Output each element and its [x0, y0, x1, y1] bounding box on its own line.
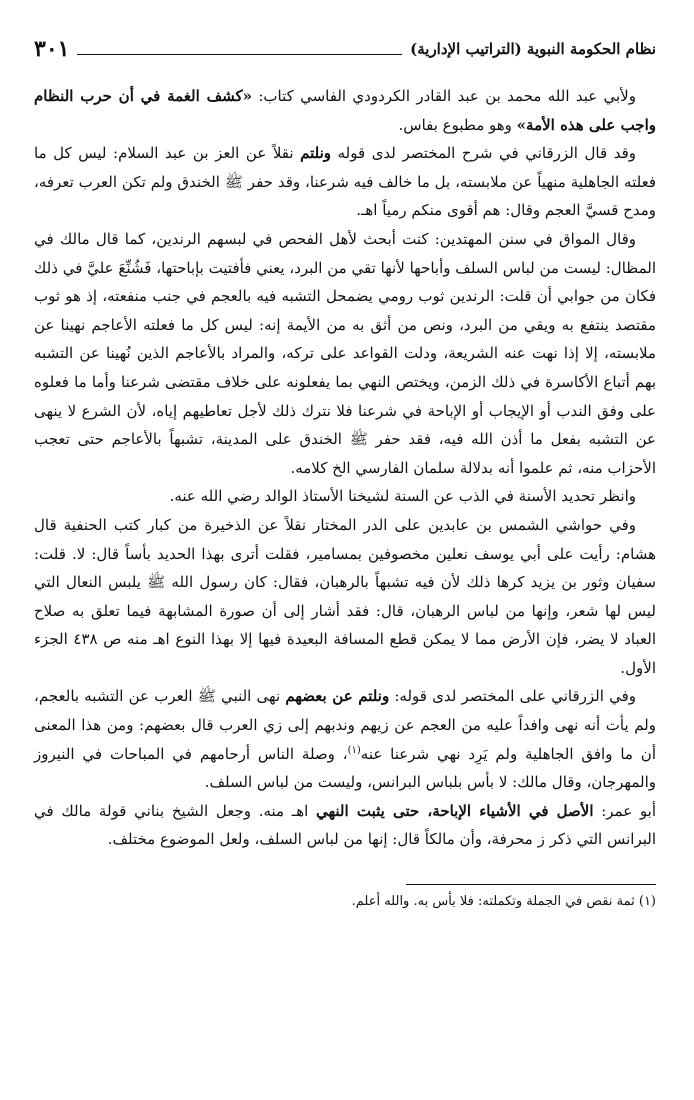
text-run: وقال المواق في سنن المهتدين: كنت أبحث لأهل الفحص في لبسهم الرندين، كما قال مالك في المظال: ليست من لباس السلف وأباحها لأنها تقي من البرد، يعني فأفتيت بإباحتها، فَشُنِّعَ عليَّ في ذلك فكان من جوابي أن قلت: الرندين ثوب رومي يضمحل التشبه فيه بالعجم في جنب منفعته، إذ هو ثوب مقتصد ينتفع به ويقي من البرد، ونص من أثق به من الأيمة إنه: ليس كل ما فعلته الأعاجم نهينا عن ملابسته، إلا إذا نهت عنه الشريعة، ودلت القواعد على تركه، والمراد بالأعاجم الذين نُهينا عن التشبه بهم أتباع الأكاسرة في ذلك الزمن، ويختص النهي بما يفعلونه على خلاف مقتضى شرعنا وأما ما فعلوه على وفق الندب أو الإيجاب أو الإباحة في شرعنا فلا نترك ذلك لأجل تعاطيهم إياه، لأن الشرع لا ينهى عن التشبه بفعل ما أذن الله فيه، فقد حفر ﷺ الخندق على المدينة، تشبهاً بالأعاجم حتى تعجب الأحزاب منه، ثم علموا أنه بدلالة سلمان الفارسي الخ كلامه.	[34, 229, 656, 477]
text-run: نهى النبي ﷺ العرب عن التشبه بالعجم، ولم يأت أنه نهى وافداً عليه من العجم عن زيهم وندبهم إلى زي العرب قال بعضهم: ومن هذا المعنى أن ما وافق الجاهلية ولم يَرِد نهي شرعنا عنه	[34, 687, 656, 763]
body-text	[34, 82, 656, 854]
bold-text-run: ونلتم عن بعضهم	[285, 687, 390, 706]
footnote-divider	[406, 884, 656, 885]
bold-text-run: الأصل في الأشياء الإباحة، حتى يثبت النهي	[315, 801, 594, 820]
text-run: وفي الزرقاني على المختصر لدى قوله:	[389, 687, 636, 706]
paragraph	[34, 82, 656, 139]
bold-text-run: ونلتم	[300, 144, 332, 163]
running-title: نظام الحكومة النبوية (التراتيب الإدارية)	[410, 40, 656, 58]
footnote: (١) ثمة نقص في الجملة وتكملته: فلا بأس به. والله أعلم.	[351, 894, 656, 910]
page-header	[34, 34, 656, 64]
paragraph	[34, 682, 656, 796]
header-rule	[77, 54, 402, 55]
text-run: وهو مطبوع بفاس.	[398, 115, 517, 134]
paragraph	[34, 225, 656, 482]
text-run: اهـ منه. وجعل الشيخ بناني قولة مالك في البرانس التي ذكر ز محرفة، وأن مالكاً قال: إنها من لباس السلف، ولعل الموضوع مختلف.	[34, 801, 656, 849]
text-run: وانظر تحديد الأسنة في الذب عن السنة لشيخنا الأستاذ الوالد رضي الله عنه.	[169, 487, 636, 506]
text-run: وفي حواشي الشمس بن عابدين على الدر المختار نقلاً عن الذخيرة من كبار كتب الحنفية قال هشام: رأيت على أبي يوسف نعلين مخصوفين بمسامير، فقلت أترى بهذا الحديد بأساً قال: لا. قلت: سفيان وثور بن يزيد كرها ذلك لأن فيه تشبهاً بالرهبان، فقال: كان رسول الله ﷺ يلبس النعال التي ليس لها شعر، وإنها من لباس الرهبان، قال: فقد أشار إلى أن صورة المشابهة فيما تعلق به صلاح العباد لا يضر، فإن الأرض مما لا يمكن قطع المسافة البعيدة فيها إلا بهذا النوع اهـ منه ص ٤٣٨ الجزء الأول.	[34, 515, 657, 677]
footnote-marker: (١)	[347, 744, 361, 756]
text-run: ، وصلة الناس أرحامهم في المباحات في النيروز والمهرجان، وقال مالك: لا بأس بلباس البرانس، وليست من لباس السلف.	[34, 744, 656, 792]
paragraph	[34, 482, 656, 511]
bold-text-run: «كشف الغمة في أن حرب النظام واجب على هذه الأمة»	[34, 87, 656, 134]
text-run: أبو عمر:	[593, 801, 656, 820]
paragraph	[34, 511, 656, 683]
text-run: ولأبي عبد الله محمد بن عبد القادر الكردودي الفاسي كتاب:	[252, 87, 636, 105]
text-run: وقد قال الزرقاني في شرح المختصر لدى قوله	[331, 144, 636, 163]
paragraph	[34, 139, 656, 225]
paragraph	[34, 797, 656, 854]
page-number: ٣٠١	[34, 36, 70, 62]
text-run: نقلاً عن العز بن عبد السلام: ليس كل ما فعلته الجاهلية منهياً عن ملابسته، بل ما خالف فيه شرعنا، وقد حفر ﷺ الخندق ولم تكن العرب تعرفه، ومدح قسيَّ العجم وقال: هم أقوى منكم رمياً اهـ.	[34, 144, 656, 220]
